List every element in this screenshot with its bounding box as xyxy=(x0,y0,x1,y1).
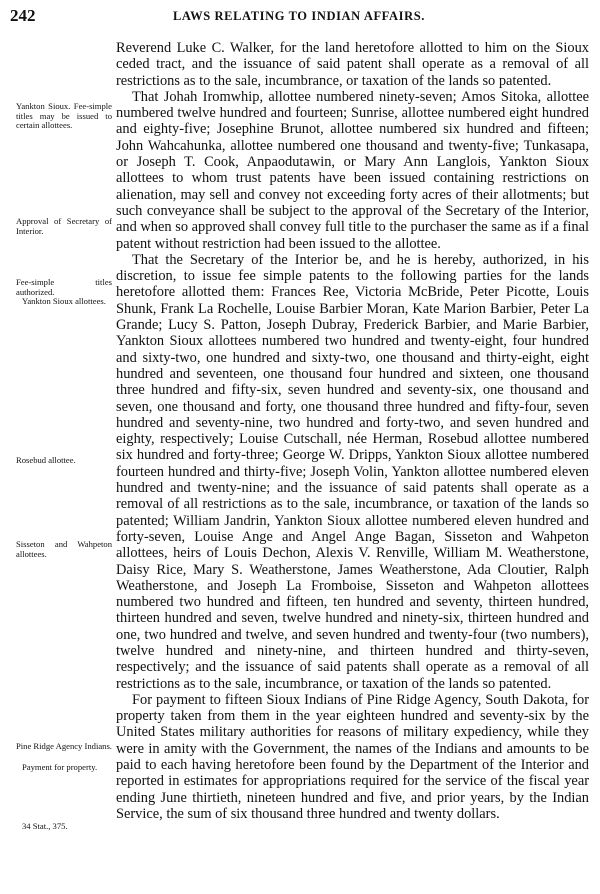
page-number: 242 xyxy=(10,6,36,25)
running-title: LAWS RELATING TO INDIAN AFFAIRS. xyxy=(172,9,425,23)
margin-note-pine-ridge: Pine Ridge Agency Indians. xyxy=(16,741,112,751)
paragraph-walker-patent: Reverend Luke C. Walker, for the land heretofore allotted to him on the Sioux ceded tract, and the issuance of said patent shall operate as a removal of all restrictions as to the sale, incumbrance, or taxation of the lands so patented. xyxy=(116,40,589,89)
margin-note-payment-property: Payment for property. xyxy=(22,762,98,772)
margin-note-sisseton-wahpeton: Sisseton and Wahpeton allottees. xyxy=(16,539,112,559)
body-text xyxy=(116,40,589,822)
margin-note-fee-simple-authorized: Fee-simple titles authorized. xyxy=(16,277,112,297)
paragraph-yankton-conveyance: That Johah Iromwhip, allottee numbered ninety-seven; Amos Sitoka, allottee numbered twelve hundred and fourteen; Sunrise, allottee numbered eight hundred and eighty-five; Josephine Brunot, allottee numbered six hundred and fifteen; John Wahcahunka, allottee numbered one thousand and twenty-five; Tunkasapa, or Joseph T. Cook, Anpaodutawin, or Mary Ann Langlois, Yankton Sioux allottees to whom trust patents have been issued containing restrictions on alienation, may sell and convey not exceeding forty acres of their allotments; but such conveyance shall be subject to the approval of the Secretary of the Interior, and when so approved shall convey full title to the purchaser the same as if a final patent without restriction had been issued to the allottee. xyxy=(116,88,589,252)
paragraph-pine-ridge-payment: For payment to fifteen Sioux Indians of Pine Ridge Agency, South Dakota, for property taken from them in the year eighteen hundred and seventy-six by the United States military authorities for reasons of military expediency, while they were in amity with the Government, the names of the Indians and amounts to be paid to each having heretofore been found by the Department of the Interior and reported in estimates for appropriations required for the service of the fiscal year ending June thirtieth, nineteen hundred and five, and prior years, by the Indian Service, the sum of six thousand three hundred and twenty dollars. xyxy=(116,691,589,822)
margin-note-rosebud-allottee: Rosebud allottee. xyxy=(16,455,76,465)
margin-note-yankton-fee-simple: Yankton Sioux. Fee-simple titles may be issued to certain allottees. xyxy=(16,101,112,131)
page-header xyxy=(10,6,588,26)
margin-note-approval-secretary: Approval of Secretary of Interior. xyxy=(16,216,112,236)
paragraph-fee-simple-patents: That the Secretary of the Interior be, and he is hereby, authorized, in his discretion, to issue fee simple patents to the following parties for the lands heretofore allotted them: Frances Ree, Victoria McBride, Peter Picotte, Louis Shunk, Frank La Rochelle, Louise Barbier Moran, Kate Marion Barbier, Peter La Grande; Lucy S. Patton, Joseph Dubray, Frederick Barbier, and Marie Barbier, Yankton Sioux allottees numbered two hundred and twenty-eight, four hundred and sixty-two, one hundred and sixty-two, one thousand and thirty-eight, eight hundred and seventeen, one thousand four hundred and sixteen, one thousand three hundred and fifty-six, seven hundred and seventy-six, one thousand and seven, one thousand and forty, one thousand three hundred and fifty-four, seven hundred and seventy-nine, two hundred and forty-two, and seven hundred and eighty, respectively; Louise Cutschall, née Herman, Rosebud allottee numbered six hundred and forty-three; George W. Dripps, Yankton Sioux allottee numbered fourteen hundred and thirty-five; Joseph Volin, Yankton allottee numbered eleven hundred and twenty-nine; and the issuance of said patents shall operate as a removal of all restrictions as to the sale, incumbrance, or taxation of the lands so patented; William Jandrin, Yankton Sioux allottee numbered eleven hundred and forty-seven, Louise Ange and Angel Ange Bagan, Sisseton and Wahpeton allottees, heirs of Louis Dechon, Alexis V. Renville, William M. Weatherstone, Daisy Rice, Mary S. Weatherstone, James Weatherstone, Ada Cloutier, Ralph Weatherstone, and Joseph La Fromboise, Sisseton and Wahpeton allottees numbered two hundred and fifteen, ten hundred and seventy, thirteen hundred, thirteen hundred and seven, twelve hundred and ninety-six, thirteen hundred and one, two hundred and twelve, and seven hundred and twenty-four (two numbers), twelve hundred and ninety-nine, and thirteen hundred and thirty-seven, respectively; and the issuance of said patents shall operate as a removal of all restrictions as to the sale, incumbrance, or taxation of the lands so patented. xyxy=(116,251,589,692)
margin-note-statute-citation: 34 Stat., 375. xyxy=(22,821,68,831)
margin-note-yankton-allottees: Yankton Sioux allottees. xyxy=(22,296,106,306)
